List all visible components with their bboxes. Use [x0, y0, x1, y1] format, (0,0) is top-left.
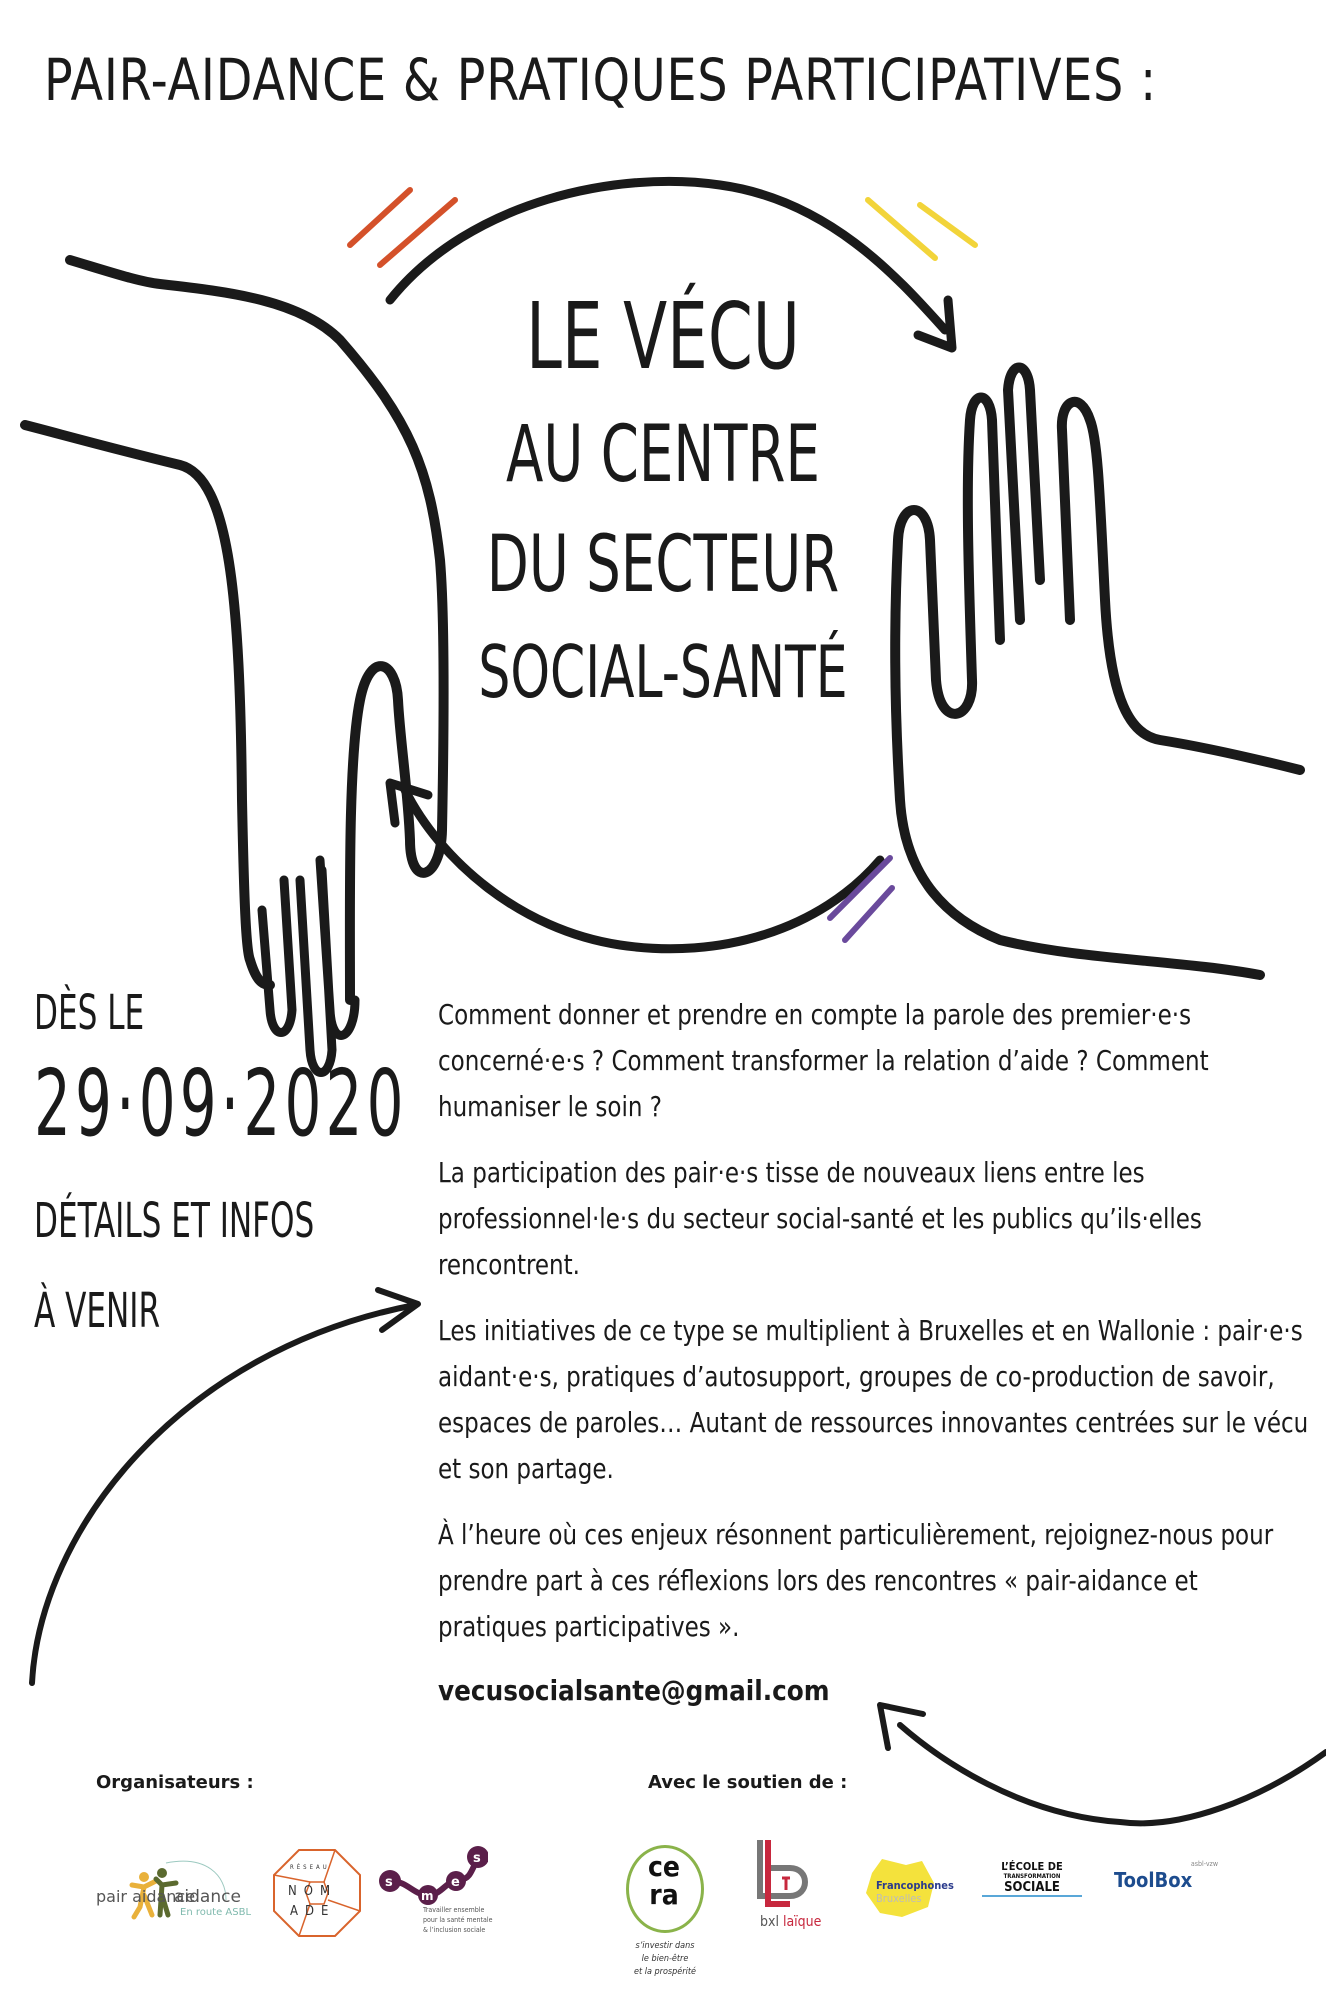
paragraph-4: À l’heure où ces enjeux résonnent particulièrement, rejoignez-nous pour prendre part à ces réflexions lors des rencontres « pair-aidance et pratiques participatives ».	[438, 1519, 1274, 1643]
logo-francophones-bruxelles: Francophones Bruxelles	[862, 1855, 962, 1925]
organizers-label: Organisateurs :	[96, 1772, 254, 1793]
logo-pair-aidance: pair aidance aidance En route ASBL	[96, 1855, 256, 1925]
supporters-label: Avec le soutien de :	[648, 1772, 848, 1793]
logo-bxl-laique: bxl laïque	[750, 1838, 820, 1933]
arrow-to-text-left	[32, 1305, 415, 1683]
arrow-to-email-right	[900, 1725, 1326, 1823]
paragraph-2: La participation des pair·e·s tisse de nouveaux liens entre les professionnel·le·s du secteur social-santé et les publics qu’ils·elles rencontrent.	[438, 1157, 1202, 1281]
logo-cera: ce ra s’investir dans le bien-être et la prospérité	[622, 1845, 712, 1995]
event-date: 29·09·2020	[34, 1050, 408, 1157]
center-title-line-1: LE VÉCU	[526, 283, 800, 390]
left-hand-fingers	[262, 860, 355, 1073]
svg-text:e: e	[451, 1875, 460, 1890]
center-title-line-4: SOCIAL-SANTÉ	[478, 630, 848, 714]
details-label: DÉTAILS ET INFOS	[34, 1193, 315, 1249]
circular-arrow-bottom	[405, 790, 880, 949]
svg-text:s: s	[473, 1851, 481, 1866]
center-title-line-3: DU SECTEUR	[486, 520, 840, 610]
logo-ecole-transformation-sociale: L’ÉCOLE DE TRANSFORMATION SOCIALE	[982, 1860, 1082, 1920]
body-text	[438, 992, 1318, 1714]
paragraph-1: Comment donner et prendre en compte la parole des premier·e·s concerné·e·s ? Comment transformer la relation d’aide ? Comment humaniser le soin ?	[438, 999, 1209, 1123]
svg-text:m: m	[421, 1889, 434, 1903]
poster-title: PAIR-AIDANCE & PRATIQUES PARTICIPATIVES :	[44, 46, 1157, 114]
paragraph-3: Les initiatives de ce type se multiplient à Bruxelles et en Wallonie : pair·e·s aidant·e·s, pratiques d’autosupport, groupes de co-production de savoir, espaces de paroles… Autant de ressources innovantes centrées sur le vécu et son partage.	[438, 1315, 1309, 1485]
coming-soon-label: À VENIR	[34, 1283, 161, 1339]
date-prefix: DÈS LE	[34, 985, 145, 1041]
svg-text:s: s	[385, 1875, 393, 1890]
accent-stroke-yellow	[868, 200, 975, 258]
logo-toolbox: asbl-vzw ToolBox	[1114, 1860, 1218, 1892]
center-title-line-2: AU CENTRE	[506, 410, 820, 500]
logo-reseau-nomade: RÉSEAU NOM ADE	[272, 1848, 362, 1938]
contact-email-link[interactable]: vecusocialsante@gmail.com	[438, 1675, 830, 1707]
svg-text:pair aidance: pair aidance	[96, 1887, 196, 1906]
logo-smes: s m e s Travailler ensemble pour la santé mentale & l’inclusion sociale	[378, 1845, 528, 1940]
